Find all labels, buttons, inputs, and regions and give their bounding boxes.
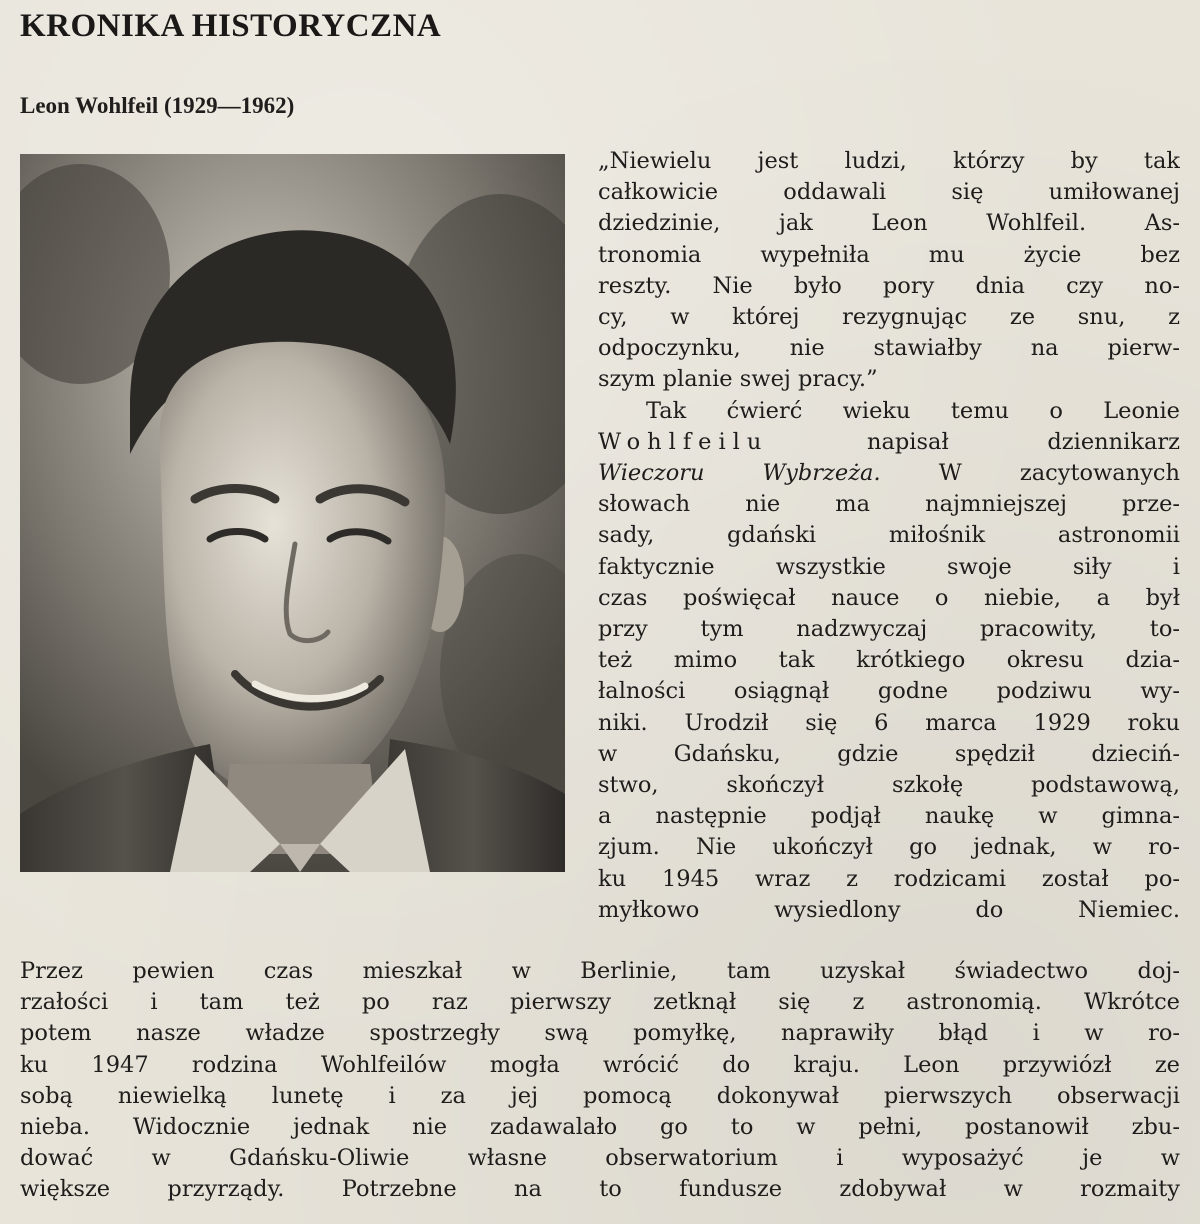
text-line: myłkowo wysiedlony do Niemiec. <box>598 896 1180 923</box>
text-line: ku 1947 rodzina Wohlfeilów mogła wrócić do kraju. Leon przywiózł ze <box>20 1051 1180 1078</box>
text-line <box>598 458 1180 489</box>
text-line: sady, gdański miłośnik astronomii <box>598 522 1180 549</box>
text-line: nieba. Widocznie jednak nie zadawalało go to w pełni, postanowił zbu- <box>20 1114 1180 1141</box>
section-title: KRONIKA HISTORYCZNA <box>20 8 442 44</box>
text-line: dziedzinie, jak Leon Wohlfeil. As- <box>598 210 1180 237</box>
column-text <box>598 146 1180 926</box>
text-line: potem nasze władze spostrzegły swą pomyłkę, naprawiły błąd i w ro- <box>20 1020 1180 1047</box>
spaced-name: Wohlfeilu <box>598 428 769 455</box>
text-line: też mimo tak krótkiego okresu dzia- <box>598 647 1180 674</box>
text-line: stwo, skończył szkołę podstawową, <box>598 772 1180 799</box>
portrait-photo <box>20 154 565 872</box>
text-line: większe przyrządy. Potrzebne na to fundusze zdobywał w rozmaity <box>20 1176 1180 1203</box>
full-width-text <box>20 956 1180 1206</box>
text-line: a następnie podjął naukę w gimna- <box>598 803 1180 830</box>
text-fragment: napisał dziennikarz <box>867 428 1180 455</box>
text-line: w Gdańsku, gdzie spędził dzieciń- <box>598 740 1180 767</box>
text-line: zjum. Nie ukończył go jednak, w ro- <box>598 834 1180 861</box>
text-line: faktycznie wszystkie swoje siły i <box>598 553 1180 580</box>
text-line: słowach nie ma najmniejszej prze- <box>598 491 1180 518</box>
text-line: tronomia wypełniła mu życie bez <box>598 241 1180 268</box>
text-line: rzałości i tam też po raz pierwszy zetknął się z astronomią. Wkrótce <box>20 989 1180 1016</box>
text-fragment: W zacytowanych <box>938 460 1180 487</box>
text-line: sobą niewielką lunetę i za jej pomocą dokonywał pierwszych obserwacji <box>20 1082 1180 1109</box>
text-line: cy, w której rezygnując ze snu, z <box>598 304 1180 331</box>
text-line <box>598 427 1180 458</box>
text-line: „Niewielu jest ludzi, którzy by tak <box>598 148 1180 174</box>
text-line: dować w Gdańsku-Oliwie własne obserwatorium i wyposażyć je w <box>20 1145 1180 1172</box>
text-line: Tak ćwierć wieku temu o Leonie <box>646 397 1180 424</box>
article-heading: Leon Wohlfeil (1929—1962) <box>20 93 295 118</box>
text-line: ku 1945 wraz z rodzicami został po- <box>598 865 1180 892</box>
text-line: przy tym nadzwyczaj pracowity, to- <box>598 616 1180 643</box>
text-line: czas poświęcał nauce o niebie, a był <box>598 584 1180 611</box>
text-line: Przez pewien czas mieszkał w Berlinie, tam uzyskał świadectwo doj- <box>20 958 1180 984</box>
text-line: całkowicie oddawali się umiłowanej <box>598 179 1180 206</box>
text-line: szym planie swej pracy.” <box>598 366 878 393</box>
text-line: odpoczynku, nie stawiałby na pierw- <box>598 335 1180 362</box>
text-line: niki. Urodził się 6 marca 1929 roku <box>598 709 1180 736</box>
text-line: łalności osiągnął godne podziwu wy- <box>598 678 1180 705</box>
text-line: reszty. Nie było pory dnia czy no- <box>598 272 1180 299</box>
newspaper-title: Wieczoru Wybrzeża. <box>598 460 881 487</box>
